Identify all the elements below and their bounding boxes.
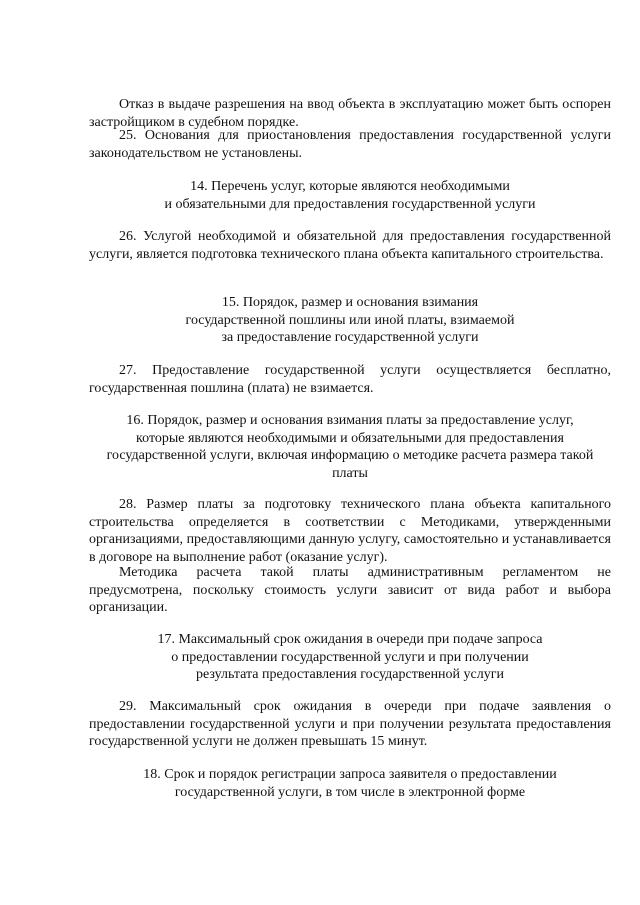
section-heading-15 [89, 294, 611, 347]
paragraph-26: 26. Услугой необходимой и обязательной для предоставления государственной услуги, является подготовка технического плана объекта капитального строительства. [89, 229, 611, 262]
heading-18-line-1: 18. Срок и порядок регистрации запроса заявителя о предоставлении [143, 767, 557, 782]
section-heading-18 [89, 766, 611, 801]
heading-15-line-2: государственной пошлины или иной платы, взимаемой [185, 312, 515, 328]
heading-14-line-1: 14. Перечень услуг, которые являются необходимыми [190, 179, 510, 194]
paragraph-28: 28. Размер платы за подготовку технического плана объекта капитального строительства определяется в соответствии с Методиками, утвержденными организациями, предоставляющими данную услугу, самостоятельно и устанавливается в договоре на выполнение работ (оказание услуг). [89, 497, 611, 565]
section-heading-17 [89, 631, 611, 684]
heading-16-line-4: платы [332, 465, 368, 481]
heading-16-line-1: 16. Порядок, размер и основания взимания платы за предоставление услуг, [126, 413, 574, 428]
paragraph-29: 29. Максимальный срок ожидания в очереди при подаче заявления о предоставлении государственной услуги и при получении результата предоставления государственной услуги не должен превышать 15 минут. [89, 699, 611, 749]
paragraph-method: Методика расчета такой платы административным регламентом не предусмотрена, поскольку стоимость услуги зависит от вида работ и выбора организации. [89, 565, 611, 615]
heading-14-line-2: и обязательными для предоставления государственной услуги [164, 196, 536, 212]
heading-16-line-3: государственной услуги, включая информацию о методике расчета размера такой [106, 448, 594, 463]
heading-17-line-2: о предоставлении государственной услуги и при получении [171, 649, 529, 665]
heading-15-line-1: 15. Порядок, размер и основания взимания [221, 295, 479, 310]
paragraph-refusal: Отказ в выдаче разрешения на ввод объекта в эксплуатацию может быть оспорен застройщиком в судебном порядке. [89, 97, 611, 130]
heading-17-line-3: результата предоставления государственной услуги [196, 667, 504, 682]
heading-18-line-2: государственной услуги, в том числе в электронной форме [174, 784, 526, 800]
heading-16-line-2: которые являются необходимыми и обязательными для предоставления [136, 430, 564, 446]
heading-15-line-3: за предоставление государственной услуги [221, 330, 479, 345]
section-heading-16 [89, 412, 611, 482]
paragraph-27: 27. Предоставление государственной услуги осуществляется бесплатно, государственная пошлина (плата) не взимается. [89, 363, 611, 396]
section-heading-14 [89, 178, 611, 213]
paragraph-25: 25. Основания для приостановления предоставления государственной услуги законодательством не установлены. [89, 128, 611, 161]
heading-17-line-1: 17. Максимальный срок ожидания в очереди при подаче запроса [157, 632, 543, 647]
